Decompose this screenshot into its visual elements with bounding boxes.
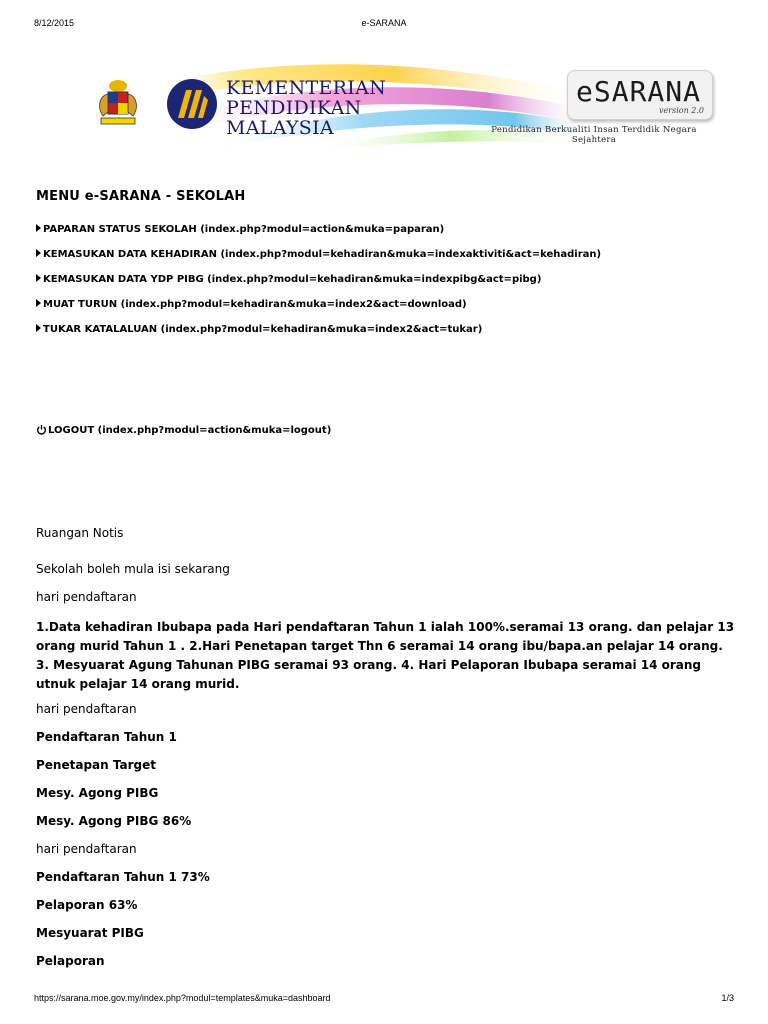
ministry-line-3: MALAYSIA: [226, 117, 334, 139]
menu-item-label: KEMASUKAN DATA KEHADIRAN (index.php?modul=kehadiran&muka=indexaktiviti&act=kehadiran): [43, 249, 602, 260]
notice-line: Sekolah boleh mula isi sekarang: [36, 562, 230, 576]
logout-link[interactable]: [36, 424, 331, 436]
menu-item-muat-turun[interactable]: [36, 298, 601, 323]
notice-line: Pelaporan 63%: [36, 898, 138, 912]
notice-line: Penetapan Target: [36, 758, 156, 772]
ministry-line-1: KEMENTERIAN: [226, 77, 387, 99]
menu-title: MENU e-SARANA - SEKOLAH: [36, 189, 246, 204]
notice-line: Pelaporan: [36, 954, 105, 968]
moe-logo-icon: [166, 78, 218, 130]
main-menu: [36, 223, 601, 348]
ministry-name: [226, 78, 386, 138]
app-name: eSARANA: [576, 75, 702, 108]
esarana-logo: [567, 70, 713, 120]
menu-item-kemasukan-ydp-pibg[interactable]: [36, 273, 601, 298]
header-banner: [91, 56, 717, 150]
menu-item-label: MUAT TURUN (index.php?modul=kehadiran&muka=index2&act=download): [43, 299, 467, 310]
notice-line: Pendaftaran Tahun 1 73%: [36, 870, 210, 884]
ministry-line-2: PENDIDIKAN: [226, 97, 362, 119]
power-icon: [36, 424, 47, 435]
menu-item-paparan-status[interactable]: [36, 223, 601, 248]
notice-line: hari pendaftaran: [36, 702, 137, 716]
malaysia-crest-icon: [95, 78, 141, 128]
notice-line: Mesyuarat PIBG: [36, 926, 144, 940]
notice-section: [36, 526, 736, 982]
menu-item-label: KEMASUKAN DATA YDP PIBG (index.php?modul=kehadiran&muka=indexpibg&act=pibg): [43, 274, 542, 285]
notice-line: Pendaftaran Tahun 1: [36, 730, 177, 744]
page-number: 1/3: [721, 993, 734, 1003]
triangle-right-icon: [36, 324, 41, 332]
notice-line: hari pendaftaran: [36, 842, 137, 856]
logout-label: LOGOUT (index.php?modul=action&muka=logout): [48, 425, 332, 436]
menu-item-tukar-katalaluan[interactable]: [36, 323, 601, 348]
notice-title: Ruangan Notis: [36, 526, 124, 540]
triangle-right-icon: [36, 224, 41, 232]
notice-paragraph: 1.Data kehadiran Ibubapa pada Hari pendaftaran Tahun 1 ialah 100%.seramai 13 orang. dan pelajar 13 orang murid Tahun 1 . 2.Hari Penetapan target Thn 6 seramai 14 orang ibu/bapa.an pelajar 14 orang. 3. Mesyuarat Agung Tahunan PIBG seramai 93 orang. 4. Hari Pelaporan Ibubapa seramai 14 orang utnuk pelajar 14 orang murid.: [36, 620, 735, 691]
menu-item-kemasukan-kehadiran[interactable]: [36, 248, 601, 273]
menu-item-label: TUKAR KATALALUAN (index.php?modul=kehadiran&muka=index2&act=tukar): [43, 324, 483, 335]
triangle-right-icon: [36, 299, 41, 307]
print-date: 8/12/2015: [34, 18, 75, 28]
notice-line: Mesy. Agong PIBG 86%: [36, 814, 192, 828]
menu-item-label: PAPARAN STATUS SEKOLAH (index.php?modul=action&muka=paparan): [43, 224, 445, 235]
tagline: Pendidikan Berkualiti Insan Terdidik Negara Sejahtera: [491, 125, 697, 145]
triangle-right-icon: [36, 249, 41, 257]
app-version: version 2.0: [659, 106, 704, 115]
print-title: e-SARANA: [361, 18, 407, 28]
page-url: https://sarana.moe.gov.my/index.php?modul=templates&muka=dashboard: [34, 993, 331, 1003]
notice-line: hari pendaftaran: [36, 590, 137, 604]
notice-line: Mesy. Agong PIBG: [36, 786, 159, 800]
triangle-right-icon: [36, 274, 41, 282]
